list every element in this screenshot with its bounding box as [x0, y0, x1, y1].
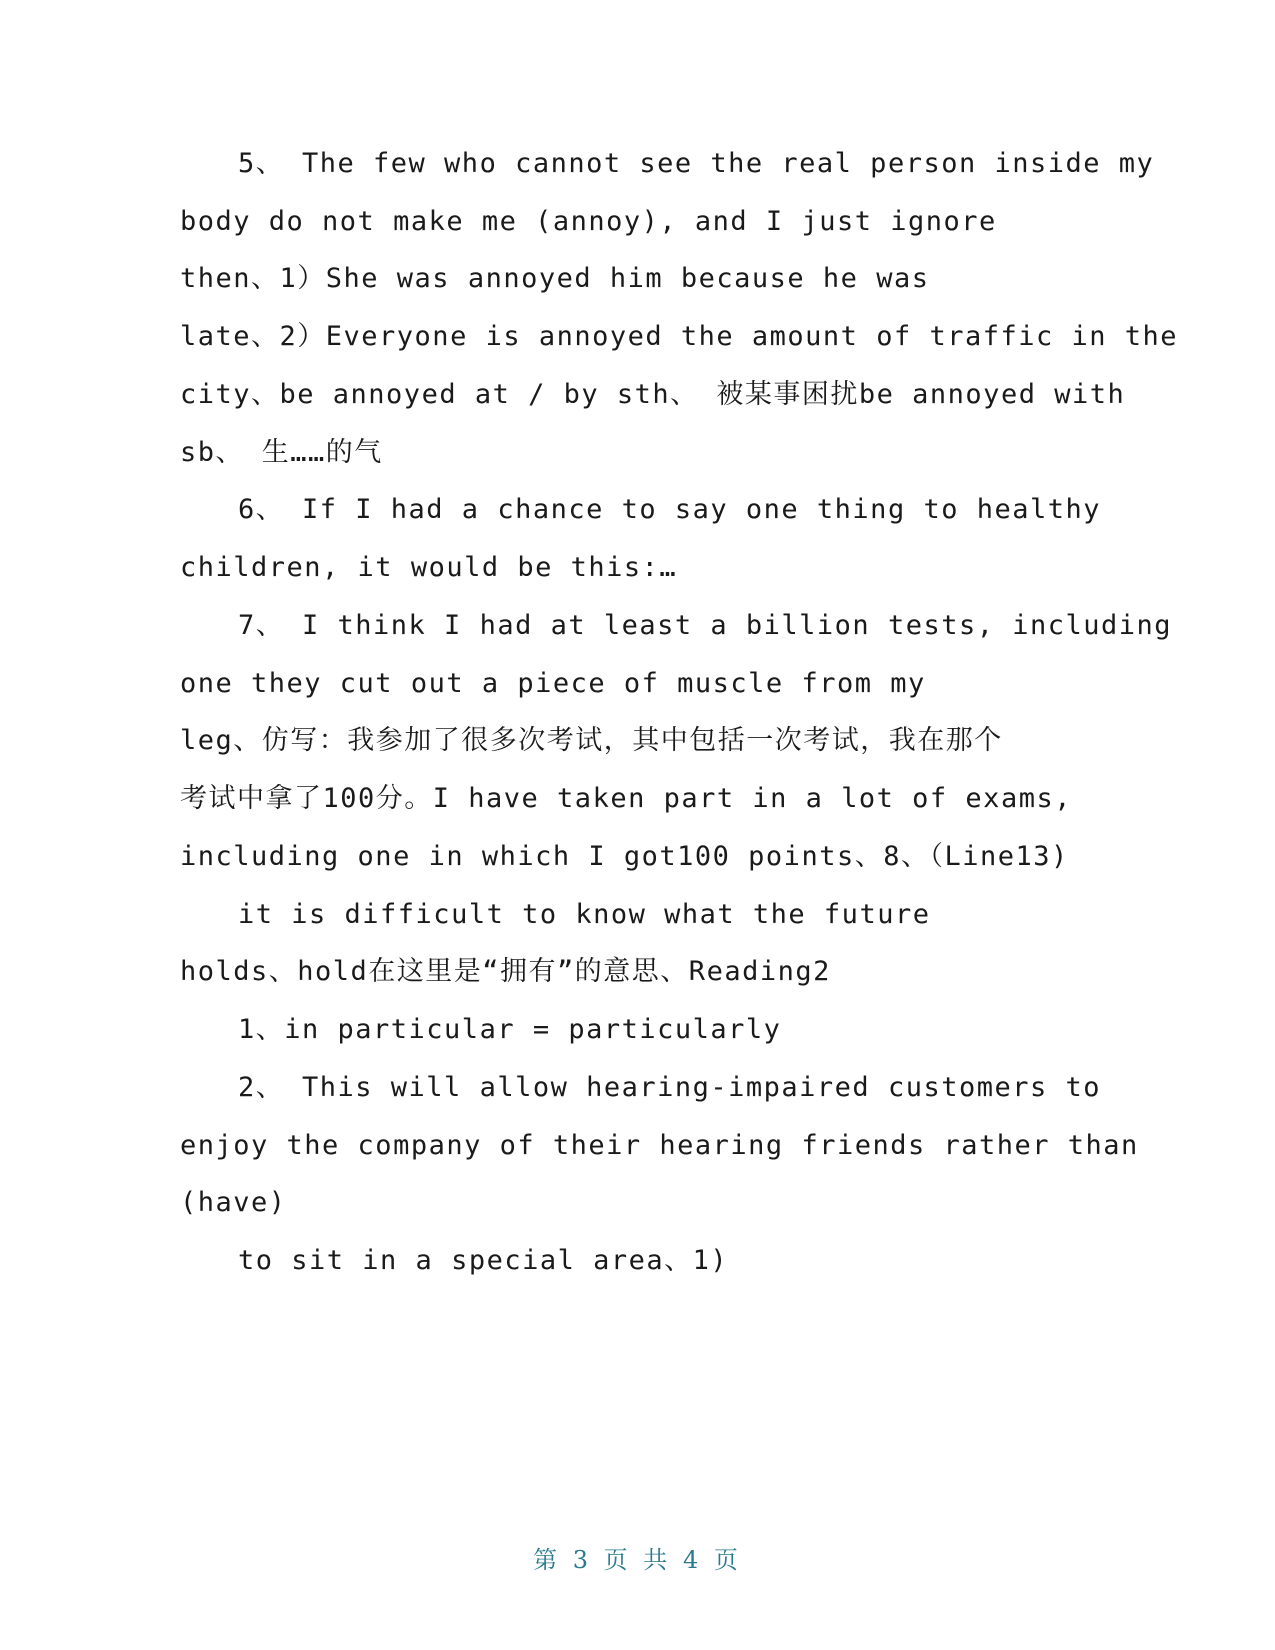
text-line: 5、 The few who cannot see the real person inside my: [238, 148, 1155, 179]
text-line: children, it would be this:…: [180, 552, 678, 583]
text-line: sb、 生……的气: [180, 437, 383, 468]
text-line: 2、 This will allow hearing-impaired customers to: [238, 1072, 1102, 1103]
text-line: enjoy the company of their hearing friends rather than: [180, 1130, 1139, 1161]
text-line: 7、 I think I had at least a billion tests, including: [238, 610, 1173, 641]
text-line: to sit in a special area、1): [238, 1245, 729, 1276]
text-line: one they cut out a piece of muscle from my: [180, 668, 926, 699]
text-line: it is difficult to know what the future: [238, 899, 931, 930]
text-line: late、2）Everyone is annoyed the amount of traffic in the: [180, 321, 1179, 352]
text-line: leg、仿写：我参加了很多次考试，其中包括一次考试，我在那个: [180, 725, 1003, 756]
text-line: holds、hold在这里是“拥有”的意思、Reading2: [180, 956, 831, 987]
text-line: body do not make me (annoy), and I just ignore: [180, 206, 997, 237]
text-line: 6、 If I had a chance to say one thing to healthy: [238, 494, 1102, 525]
text-line: (have): [180, 1187, 287, 1218]
text-line: including one in which I got100 points、8、（Line13): [180, 841, 1069, 872]
text-line: 考试中拿了100分。I have taken part in a lot of exams,: [180, 783, 1072, 814]
text-line: 1、in particular = particularly: [238, 1014, 782, 1045]
text-line: then、1）She was annoyed him because he was: [180, 263, 930, 294]
text-line: city、be annoyed at / by sth、 被某事困扰be annoyed with: [180, 379, 1126, 410]
page-number-footer: 第 3 页 共 4 页: [533, 1546, 742, 1574]
